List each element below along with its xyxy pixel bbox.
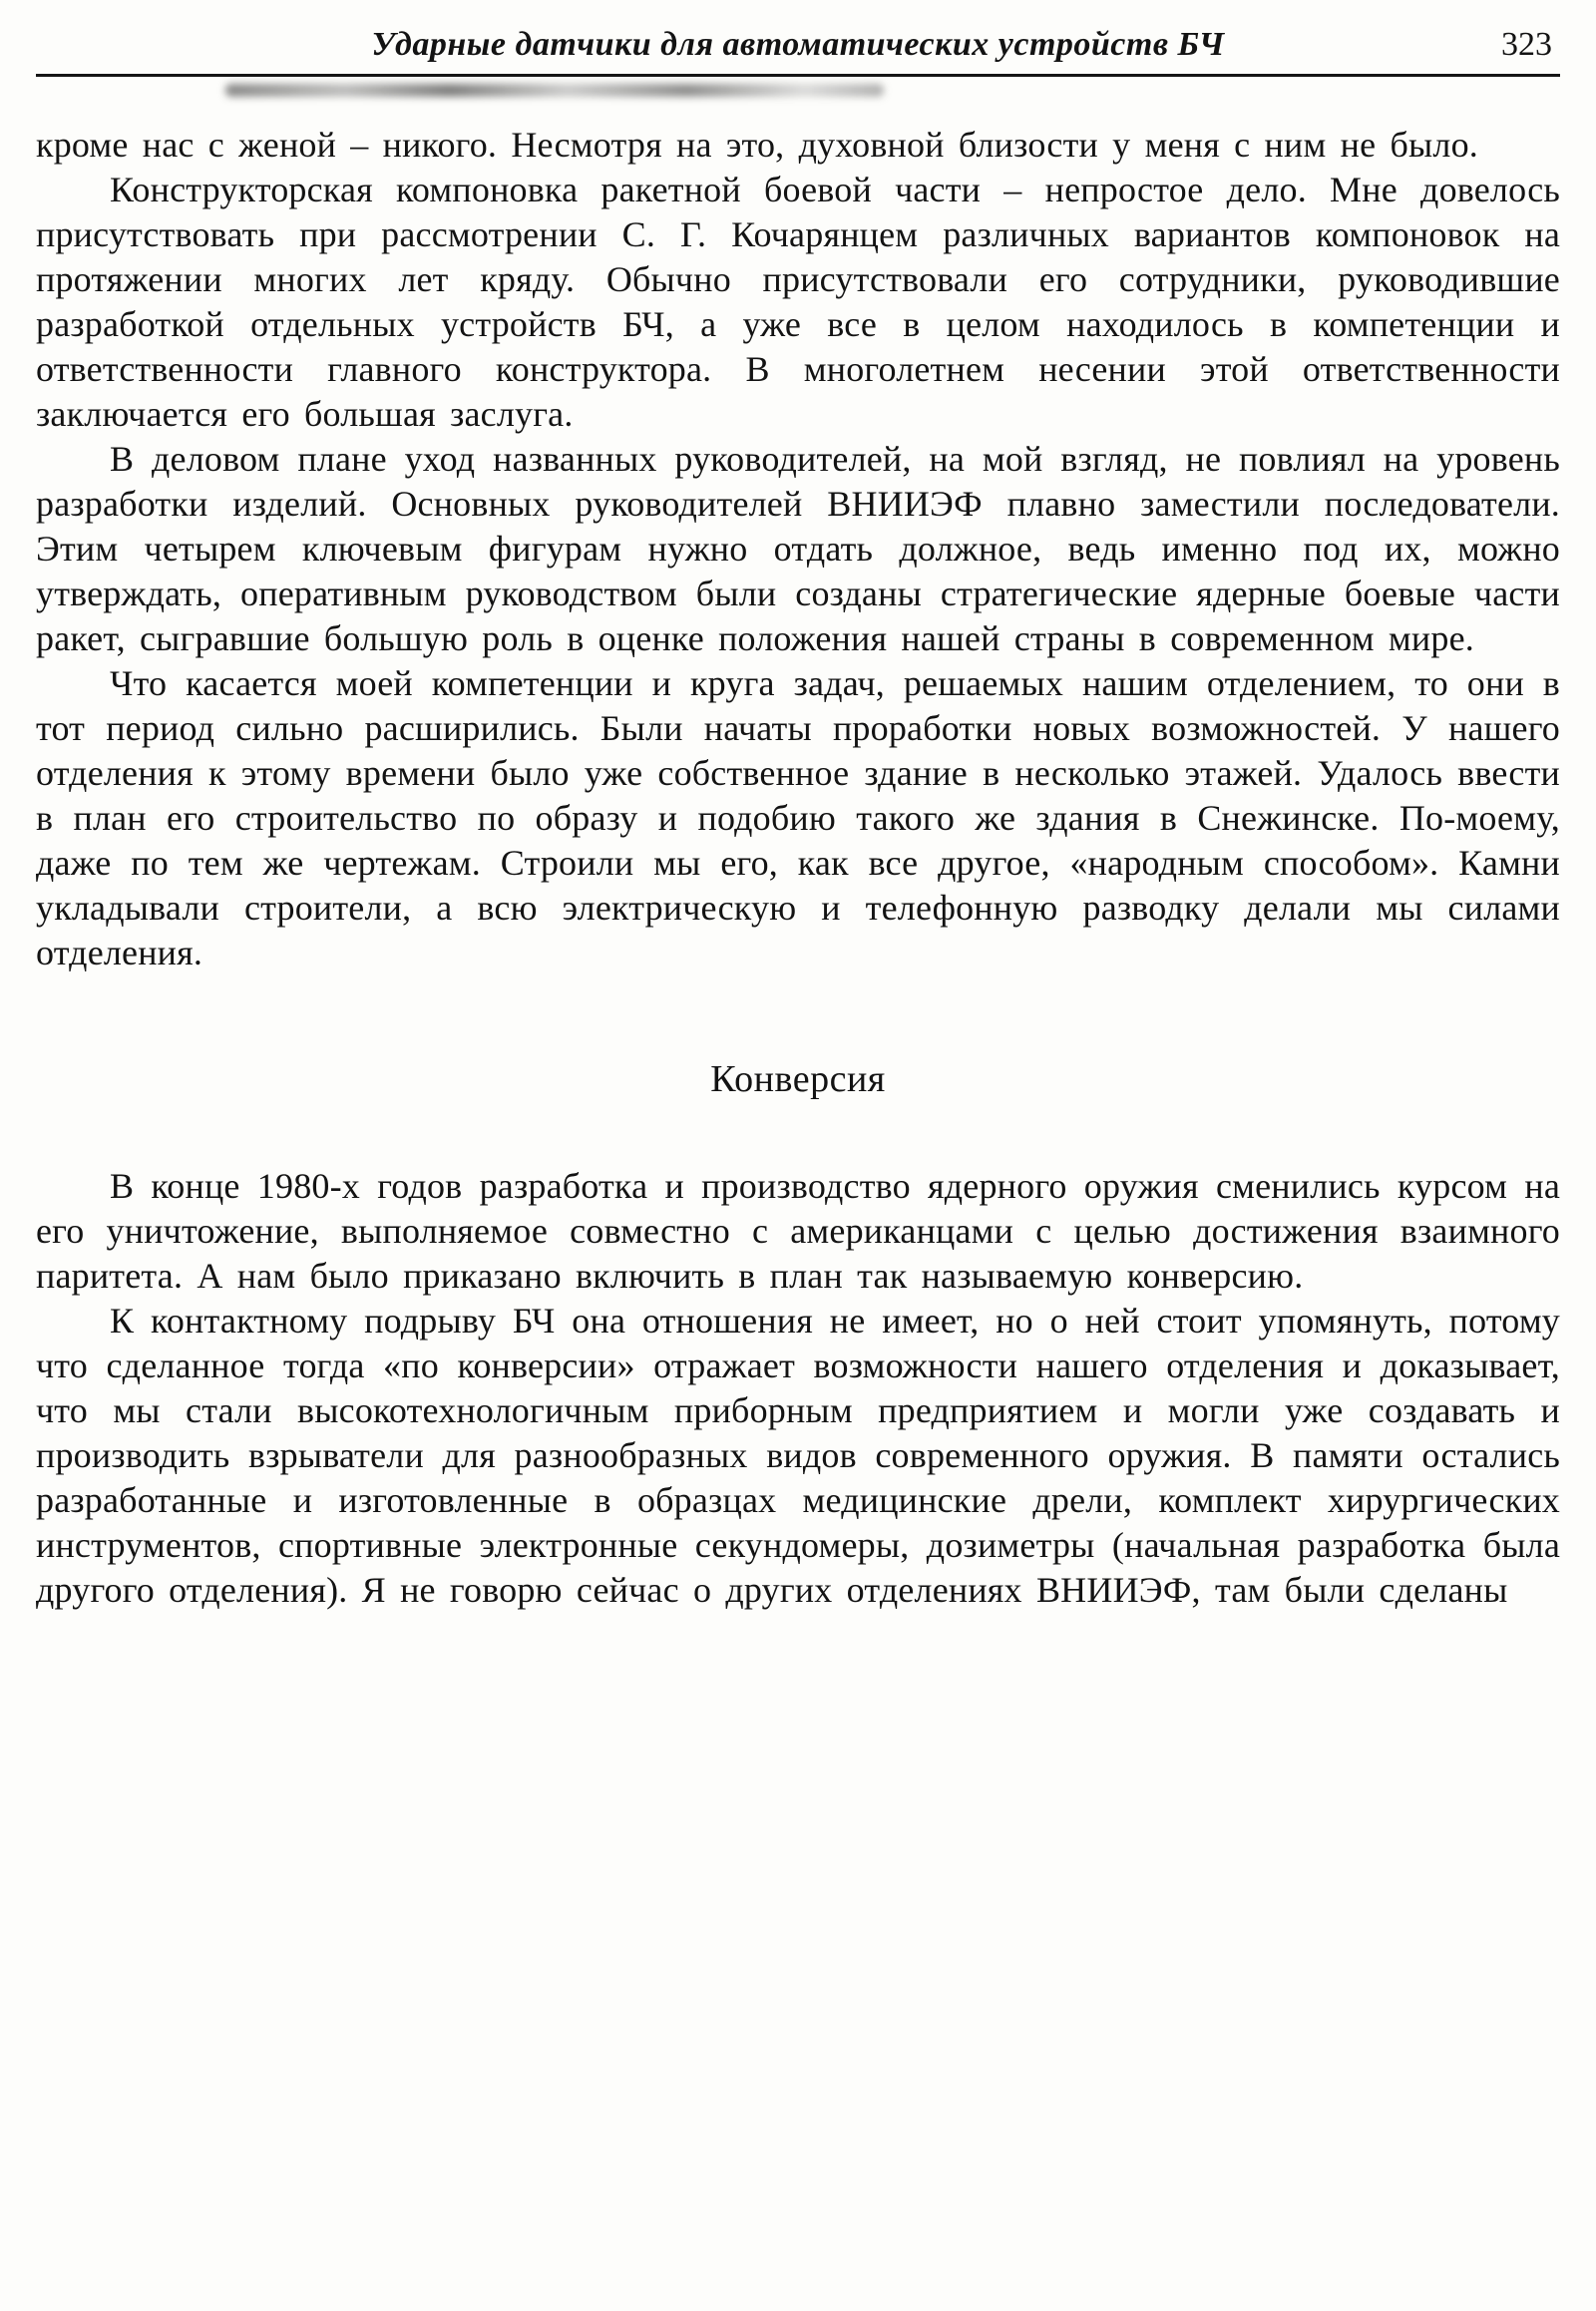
running-header-row [36, 22, 1560, 74]
paragraph: В деловом плане уход названных руководителей, на мой взгляд, не повлиял на уровень разработки изделий. Основных руководителей ВНИИЭФ плавно заместили последователи. Этим четырем ключевым фигурам нужно отдать должное, ведь именно под их, можно утверждать, оперативным руководством были созданы стратегические ядерные боевые части ракет, сыгравшие большую роль в оценке положения нашей страны в современном мире. [36, 439, 1560, 658]
header-rule [36, 74, 1560, 77]
scan-smudge-artifact [225, 84, 884, 97]
page-number: 323 [1501, 26, 1552, 63]
paragraph: Что касается моей компетенции и круга задач, решаемых нашим отделением, то они в тот период сильно расширились. Были начаты проработки новых возможностей. У нашего отделения к этому времени было уже собственное здание в несколько этажей. Удалось ввести в план его строительство по образу и подобию такого же здания в Снежинске. По-моему, даже по тем же чертежам. Строили мы его, как все другое, «народным способом». Камни укладывали строители, а всю электрическую и телефонную разводку делали мы силами отделения. [36, 663, 1560, 972]
paragraph: кроме нас с женой – никого. Несмотря на это, духовной близости у меня с ним не было. [36, 125, 1478, 165]
paragraph: Конструкторская компоновка ракетной боевой части – непростое дело. Мне довелось присутствовать при рассмотрении С. Г. Кочарянцем различных вариантов компоновок на протяжении многих лет кряду. Обычно присутствовали его сотрудники, руководившие разработкой отдельных устройств БЧ, а уже все в целом находилось в компетенции и ответственности главного конструктора. В многолетнем несении этой ответственности заключается его большая заслуга. [36, 170, 1560, 434]
page-body [36, 123, 1560, 1613]
running-title: Ударные датчики для автоматических устройств БЧ [371, 26, 1225, 63]
page-header [36, 22, 1560, 97]
paragraph: В конце 1980-х годов разработка и производство ядерного оружия сменились курсом на его уничтожение, выполняемое совместно с американцами с целью достижения взаимного паритета. А нам было приказано включить в план так называемую конверсию. [36, 1166, 1560, 1296]
section-heading: Конверсия [710, 1058, 886, 1100]
paragraph: К контактному подрыву БЧ она отношения не имеет, но о ней стоит упомянуть, потому что сделанное тогда «по конверсии» отражает возможности нашего отделения и доказывает, что мы стали высокотехнологичным приборным предприятием и могли уже создавать и производить взрыватели для разнообразных видов современного оружия. В памяти остались разработанные и изготовленные в образцах медицинские дрели, комплект хирургических инструментов, спортивные электронные секундомеры, дозиметры (начальная разработка была другого отделения). Я не говорю сейчас о других отделениях ВНИИЭФ, там были сделаны [36, 1301, 1560, 1610]
